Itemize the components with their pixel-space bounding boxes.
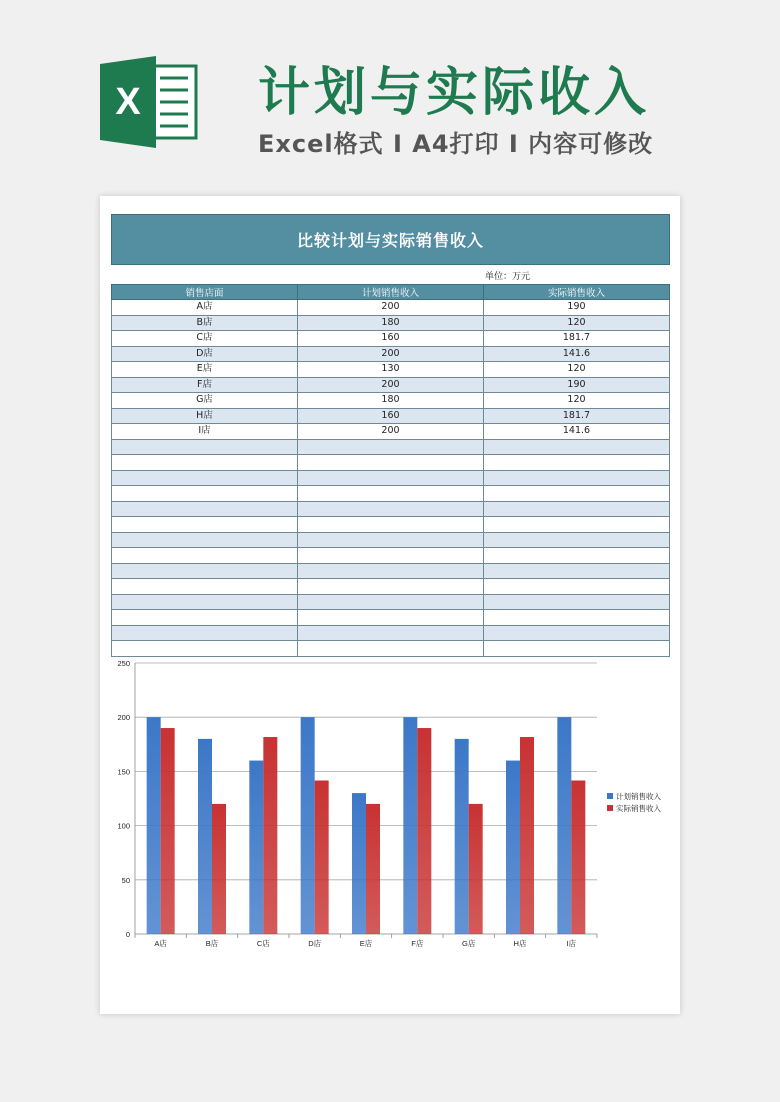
cell-actual[interactable]: 120	[484, 362, 670, 378]
cell-planned[interactable]: 200	[298, 377, 484, 393]
table-row	[112, 315, 670, 331]
sales-bar-chart	[100, 658, 680, 958]
table-row	[112, 455, 670, 471]
table-row	[112, 393, 670, 409]
cell-actual[interactable]: 181.7	[484, 331, 670, 347]
table-header-row	[112, 285, 670, 300]
x-tick-label: B店	[205, 939, 219, 948]
cell-store[interactable]	[112, 594, 298, 610]
cell-actual[interactable]: 120	[484, 315, 670, 331]
bar-planned	[455, 739, 469, 934]
x-tick-label: H店	[513, 939, 527, 948]
x-tick-label: E店	[359, 939, 373, 948]
cell-planned[interactable]	[298, 548, 484, 564]
cell-planned[interactable]	[298, 517, 484, 533]
cell-planned[interactable]: 200	[298, 346, 484, 362]
cell-actual[interactable]: 141.6	[484, 424, 670, 440]
table-row	[112, 362, 670, 378]
table-row	[112, 377, 670, 393]
logo-letter: X	[115, 81, 141, 123]
cell-actual[interactable]	[484, 641, 670, 657]
cell-store[interactable]: A店	[112, 300, 298, 316]
cell-planned[interactable]	[298, 455, 484, 471]
x-tick-label: A店	[154, 939, 167, 948]
cell-store[interactable]: F店	[112, 377, 298, 393]
cell-actual[interactable]	[484, 455, 670, 471]
sales-table	[111, 284, 670, 657]
cell-store[interactable]	[112, 641, 298, 657]
bar-actual	[571, 781, 585, 934]
bar-planned	[198, 739, 212, 934]
cell-planned[interactable]	[298, 563, 484, 579]
y-tick-label: 250	[117, 659, 130, 668]
excel-logo-icon	[100, 56, 200, 148]
x-tick-label: G店	[461, 939, 476, 948]
table-row	[112, 331, 670, 347]
table-row	[112, 548, 670, 564]
cell-store[interactable]	[112, 610, 298, 626]
bar-planned	[352, 793, 366, 934]
cell-store[interactable]	[112, 470, 298, 486]
cell-actual[interactable]	[484, 548, 670, 564]
table-row	[112, 486, 670, 502]
cell-planned[interactable]: 180	[298, 315, 484, 331]
column-header-planned: 计划销售收入	[298, 285, 484, 300]
page-title: 计划与实际收入	[258, 63, 651, 123]
document-page	[100, 196, 680, 1014]
cell-planned[interactable]: 160	[298, 408, 484, 424]
table-row	[112, 439, 670, 455]
column-header-actual: 实际销售收入	[484, 285, 670, 300]
legend-label: 计划销售收入	[616, 792, 661, 801]
y-tick-label: 100	[117, 821, 130, 831]
bar-planned	[249, 761, 263, 934]
table-row	[112, 408, 670, 424]
table-row	[112, 641, 670, 657]
cell-actual[interactable]: 181.7	[484, 408, 670, 424]
bar-actual	[263, 737, 277, 934]
cell-planned[interactable]	[298, 532, 484, 548]
cell-actual[interactable]	[484, 486, 670, 502]
cell-actual[interactable]	[484, 579, 670, 595]
table-row	[112, 532, 670, 548]
cell-store[interactable]	[112, 532, 298, 548]
column-header-store: 销售店面	[112, 285, 298, 300]
cell-store[interactable]: B店	[112, 315, 298, 331]
table-row	[112, 579, 670, 595]
cell-store[interactable]: E店	[112, 362, 298, 378]
cell-store[interactable]: H店	[112, 408, 298, 424]
bar-actual	[520, 737, 534, 934]
cell-planned[interactable]	[298, 641, 484, 657]
table-row	[112, 563, 670, 579]
cell-store[interactable]	[112, 625, 298, 641]
table-row	[112, 470, 670, 486]
table-row	[112, 610, 670, 626]
cell-store[interactable]	[112, 439, 298, 455]
cell-planned[interactable]: 160	[298, 331, 484, 347]
cell-store[interactable]: C店	[112, 331, 298, 347]
cell-planned[interactable]	[298, 439, 484, 455]
cell-planned[interactable]	[298, 625, 484, 641]
cell-actual[interactable]: 190	[484, 377, 670, 393]
cell-store[interactable]	[112, 548, 298, 564]
bar-actual	[366, 804, 380, 934]
cell-store[interactable]	[112, 579, 298, 595]
cell-actual[interactable]: 190	[484, 300, 670, 316]
y-tick-label: 0	[125, 930, 130, 939]
cell-planned[interactable]	[298, 486, 484, 502]
legend-label: 实际销售收入	[616, 804, 661, 813]
cell-actual[interactable]	[484, 470, 670, 486]
legend-swatch	[607, 793, 613, 799]
table-row	[112, 300, 670, 316]
legend-swatch	[607, 805, 613, 811]
bar-planned	[403, 717, 417, 934]
x-tick-label: F店	[411, 939, 424, 948]
y-tick-label: 200	[117, 713, 130, 723]
cell-planned[interactable]	[298, 501, 484, 517]
cell-actual[interactable]	[484, 625, 670, 641]
cell-actual[interactable]	[484, 439, 670, 455]
cell-actual[interactable]	[484, 501, 670, 517]
cell-actual[interactable]	[484, 610, 670, 626]
cell-planned[interactable]	[298, 610, 484, 626]
x-tick-label: I店	[566, 939, 577, 948]
page-subtitle: Excel格式 I A4打印 I 内容可修改	[258, 130, 654, 158]
cell-store[interactable]: G店	[112, 393, 298, 409]
cell-actual[interactable]	[484, 517, 670, 533]
bar-actual	[469, 804, 483, 934]
table-row	[112, 594, 670, 610]
cell-store[interactable]	[112, 517, 298, 533]
x-tick-label: C店	[256, 939, 270, 948]
cell-planned[interactable]	[298, 594, 484, 610]
cell-store[interactable]	[112, 486, 298, 502]
bar-planned	[506, 761, 520, 934]
cell-actual[interactable]: 120	[484, 393, 670, 409]
bar-planned	[557, 717, 571, 934]
sheet-title: 比较计划与实际销售收入	[296, 231, 484, 250]
cell-actual[interactable]	[484, 563, 670, 579]
table-row	[112, 625, 670, 641]
bar-actual	[417, 728, 431, 934]
bar-planned	[147, 717, 161, 934]
unit-label: 单位：万元	[485, 272, 531, 282]
cell-actual[interactable]	[484, 532, 670, 548]
y-tick-label: 50	[121, 875, 130, 885]
cell-planned[interactable]: 130	[298, 362, 484, 378]
table-row	[112, 424, 670, 440]
bar-actual	[161, 728, 175, 934]
bar-planned	[301, 717, 315, 934]
x-tick-label: D店	[308, 939, 322, 948]
cell-actual[interactable]: 141.6	[484, 346, 670, 362]
cell-planned[interactable]: 200	[298, 424, 484, 440]
cell-store[interactable]: I店	[112, 424, 298, 440]
y-tick-label: 150	[117, 767, 130, 777]
table-row	[112, 501, 670, 517]
bar-actual	[212, 804, 226, 934]
cell-store[interactable]	[112, 563, 298, 579]
cell-store[interactable]	[112, 455, 298, 471]
cell-planned[interactable]: 200	[298, 300, 484, 316]
cell-planned[interactable]	[298, 470, 484, 486]
cell-planned[interactable]: 180	[298, 393, 484, 409]
cell-store[interactable]: D店	[112, 346, 298, 362]
sheet-title-banner	[111, 214, 670, 265]
table-row	[112, 346, 670, 362]
table-row	[112, 517, 670, 533]
bar-actual	[315, 781, 329, 934]
cell-store[interactable]	[112, 501, 298, 517]
cell-actual[interactable]	[484, 594, 670, 610]
cell-planned[interactable]	[298, 579, 484, 595]
